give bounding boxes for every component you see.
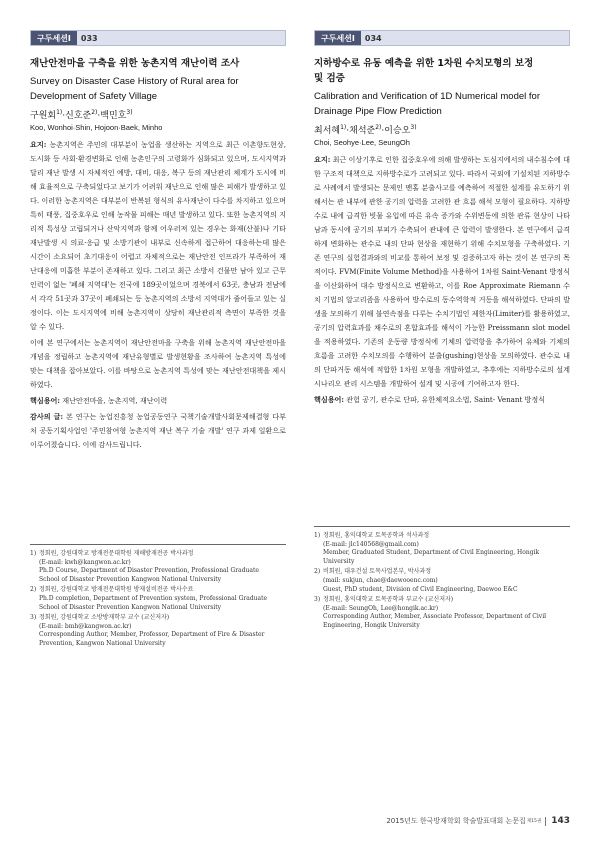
- footnote-line: 정회원, 강원대학교 방재전문대학원 재해방재전공 박사과정: [39, 550, 194, 557]
- keywords-label: 핵심용어:: [30, 396, 61, 405]
- footnote: [30, 586, 286, 612]
- footnote-line: Member, Graduated Student, Department of Civil Engineering, Hongik: [323, 549, 540, 557]
- article-title-ko: 재난안전마을 구축을 위한 농촌지역 재난이력 조사: [30, 58, 240, 69]
- footnotes: [314, 526, 570, 633]
- footnote: [314, 596, 570, 630]
- author-sup: 2): [375, 124, 382, 131]
- footnote-line: (E-mail: jlc140568@gmail.com): [323, 540, 419, 548]
- footnote-number: 1): [30, 550, 37, 557]
- footnote-number: 1): [314, 532, 321, 539]
- title-ko-line: 및 검증: [314, 73, 345, 84]
- footnote-line: (E-mail: kwh@kangwon.ac.kr): [39, 558, 131, 566]
- abstract-text: 농촌지역은 주민의 대부분이 농업을 생산하는 지역으로 최근 이촌향도현상, 도시화 등 사회·환경변화로 인해 농촌인구의 고령화가 심화되고 있으며, 도시지역과 달리 재난 발생 시 자체적인 예방, 대비, 대응, 복구 등의 재난관리 체계가 도시에 비해 효율적으로 구축되었다고 보기가 어려워 재난으로 인해 많은 피해가 발생하고 있다. 이러한 농촌지역은 대부분이 반복된 형식의 유사재난이 다수를 차지하고 있으며 특히 태풍, 집중호우로 인해 농작물 피해는 매년 발생하고 있다. 또한 농촌지역의 지리적 특성상 고립되거나 산악지역과 함께 어우러져 있는 경우는 화재(산불)나 기타 재난발생 시 의료·응급 및 소방기관이 내부로 신속하게 접근하여 대응하는데 많은 시간이 소요되어 초기대응이 어렵고 자체적으로는 재난안전 인프라가 부족하여 재난대응에 미흡한 부분이 존재하고 있다. 그리고 최근 소방서 건물만 남아 있고 근무 인력이 없는 '폐쇄 지역대'는 전국에 189곳이었으며 경북에서 63곳, 충남과 전남에서 각각 51곳과 37곳이 폐쇄되는 등 농촌지역의 소방서 지역대가 줄어들고 있는 실정이다. 이는 도시지역에 비해 농촌지역이 상당히 재난관리적 측면이 부족한 것을 알 수 있다.: [30, 140, 286, 331]
- article-title-en: [314, 89, 570, 119]
- keywords-label: 핵심용어:: [314, 395, 345, 404]
- page-footer: [386, 816, 570, 826]
- footer-divider: [545, 817, 546, 826]
- footnote-line: School of Disaster Prevention Kangwon National University: [39, 603, 222, 611]
- footnote-line: (mail: sukjun, chae@daewooenc.com): [323, 576, 438, 584]
- footnote-line: Ph.D completion, Department of Prevention system, Professional Graduate: [39, 594, 268, 602]
- authors-en: Koo, Wonhoi·Shin, Hojoon·Baek, Minho: [30, 123, 163, 132]
- footnote-line: (E-mail: bmh@kangwon.ac.kr): [39, 622, 132, 630]
- author-sup: 3): [410, 124, 417, 131]
- session-label: 구두세션Ⅰ: [31, 31, 77, 45]
- footnote-line: Corresponding Author, Member, Associate Professor, Department of Civil: [323, 613, 547, 621]
- authors-ko: 최서혜$^{1)}$·채석준$^{2)}$·이승오$^{3)}$: [314, 124, 417, 136]
- abstract-paragraph: [30, 138, 286, 334]
- title-en-line: Calibration and Verification of 1D Numerical model for: [314, 91, 540, 102]
- footnote-number: 3): [314, 596, 321, 604]
- author-sup: 1): [340, 124, 347, 131]
- page-number: 143: [551, 816, 570, 826]
- title-ko-line: 지하방수로 유동 예측을 위한 1차원 수치모형의 보정: [314, 58, 534, 69]
- footnote-number: 2): [30, 586, 37, 594]
- footnote-line: 정회원, 강원대학교 방재전문대학원 방재설비전공 박사수료: [39, 586, 194, 594]
- abstract-paragraph: 이에 본 연구에서는 농촌지역이 재난안전마을 구축을 위해 농촌지역 재난안전마을 개념을 정립하고 농촌지역에 재난유형별로 발생현황을 조사하여 농촌지역 특성에 맞는 대책을 잡아보았다. 이를 바탕으로 농촌지역 특성에 맞는 재난안전대책을 제시하였다.: [30, 338, 286, 389]
- footnote-line: University: [323, 557, 355, 565]
- keywords-text: 재난안전마을, 농촌지역, 재난이력: [62, 396, 168, 405]
- article-title-ko: [314, 56, 570, 86]
- footnote-line: 정회원, 홍익대학교 토목공학과 석사과정: [323, 532, 430, 539]
- article-number: 033: [80, 33, 98, 43]
- abstract-body: [314, 153, 570, 407]
- title-en-line: Drainage Pipe Flow Prediction: [314, 106, 442, 117]
- author-sup: 1): [56, 109, 63, 116]
- author-name: 구원회: [30, 111, 57, 121]
- abstract-paragraph: [314, 153, 570, 391]
- article-title-en: [30, 74, 286, 104]
- conference-name: 2015년도 한국방재학회 학술발표대회 논문집: [386, 817, 526, 825]
- abstract-body: [30, 138, 286, 452]
- session-label: 구두세션Ⅰ: [315, 31, 361, 45]
- keywords: [314, 393, 570, 407]
- abstract-label: 요지:: [30, 140, 47, 149]
- footnote-number: 3): [30, 614, 37, 622]
- footnote-line: 정회원, 홍익대학교 토목공학과 부교수 (교신저자): [323, 596, 454, 604]
- footnote-line: 정회원, 강원대학교 소방방재학부 교수 (교신저자): [39, 614, 170, 622]
- footnote-number: 2): [314, 568, 321, 576]
- authors-ko: 구원회$^{1)}$·신호준$^{2)}$·백민호$^{3)}$: [30, 109, 133, 121]
- abstract-text: 최근 이상기후로 인한 집중호우에 의해 발생하는 도심지에서의 내수침수에 대한 구조적 대책으로 지하방수로가 고려되고 있다. 따라서 국외에 기설치된 지하방수로 사례에서 발생되는 문제인 맨홀 분출사고를 예측하여 적절한 설계를 유도하기 위해서는 관 내부에 관한 공기의 압력을 고려한 관 흐름 해석 모형이 필요하다. 지하방수로 내에 급격한 빗물 유입에 따른 유속 증가와 수위변동에 의한 관류 현상이 나타남과 동시에 공기의 부피가 수축되어 관내에 큰 압력이 발생한다. 본 연구에서 급격하게 변화하는 관수로 내의 단파 현상을 재현하기 위해 수치모형을 구축하였다. 기존 연구의 실험결과와의 비교를 통하여 보정 및 검증하고자 하는 것이 본 연구의 목적이다. FVM(Finite Volume Method)을 사용하여 1차원 Saint-Venant 방정식을 이산화하여 대수 방정식으로 변환하고, 이를 Roe Approximate Riemann 수치 기법의 알고리즘을 사용하여 방수로의 동수역학적 거동을 해석하였다. 단파의 발생을 모의하기 위해 불연속점을 다루는 수치기법인 제한자(Limiter)를 활용하였고, 공기의 압력효과를 채수로의 혼합효과를 해석이 가능한 Preissmann slot model을 적용하였다. 기존의 운동량 방정식에 기체의 압력항을 추가하여 유체와 기체의 흐름을 고려한 수치모의를 수행하여 분출(gushing)현상을 모의하였다. 관수로 내의 단파거동 해석에 적합한 1차원 모형을 개발하였고, 추후에는 지하방수로의 설계 시나리오 관리 시스템을 개발하여 설계 및 시공에 기여하고자 한다.: [314, 155, 570, 388]
- article-number: 034: [364, 33, 382, 43]
- footnote-line: Engineering, Hongik University: [323, 621, 420, 629]
- right-article: [314, 30, 570, 629]
- footnote: [30, 550, 286, 584]
- author-name: 백민호: [100, 111, 127, 121]
- footnote-line: School of Disaster Prevention Kangwon National University: [39, 575, 222, 583]
- author-name: 채석준: [349, 126, 376, 136]
- footnote-line: (E-mail: SeungOh, Lee@hongik.ac.kr): [323, 604, 439, 612]
- keywords-text: 관험 공기, 관수로 단파, 유한체적요소법, Saint- Venant 방정식: [346, 395, 546, 404]
- author-name: 이승오: [384, 126, 411, 136]
- author-name: 신호준: [65, 111, 92, 121]
- title-en-line: Development of Safety Village: [30, 91, 158, 102]
- conference-volume: 제15권: [526, 819, 542, 824]
- footnotes: [30, 544, 286, 651]
- authors-en: Choi, Seohye·Lee, SeungOh: [314, 138, 410, 147]
- acknowledgement: [30, 410, 286, 452]
- author-name: 최서혜: [314, 126, 341, 136]
- footnote-line: Prevention, Kangwon National University: [39, 639, 166, 647]
- footnote-line: 비회원, 대우건설 토목사업본부, 박사과정: [323, 568, 432, 576]
- keywords: [30, 394, 286, 408]
- footnote: [314, 568, 570, 594]
- author-sup: 2): [91, 109, 98, 116]
- footnote-line: Corresponding Author, Member, Professor, Department of Fire & Disaster: [39, 631, 265, 639]
- author-sup: 3): [126, 109, 133, 116]
- session-badge: [314, 30, 570, 46]
- ack-label: 감사의 글:: [30, 412, 64, 421]
- left-article: [30, 30, 286, 647]
- ack-text: 본 연구는 농업진흥청 농업공동연구 국책기술개발사회문제해결형 다부처 공동기획사업인 '주민참여형 농촌지역 재난 복구 기술 개발' 연구 과제 일환으로 이루어졌습니다. 이에 감사드립니다.: [30, 412, 286, 449]
- footnote-line: Guest, PhD student, Division of Civil Engineering, Daewoo E&C: [323, 585, 518, 593]
- abstract-label: 요지:: [314, 155, 331, 164]
- footnote-line: Ph.D Course, Department of Disaster Prevention, Professional Graduate: [39, 567, 259, 575]
- footnote: [30, 614, 286, 648]
- title-en-line: Survey on Disaster Case History of Rural area for: [30, 76, 239, 87]
- session-badge: [30, 30, 286, 46]
- footnote: [314, 532, 570, 566]
